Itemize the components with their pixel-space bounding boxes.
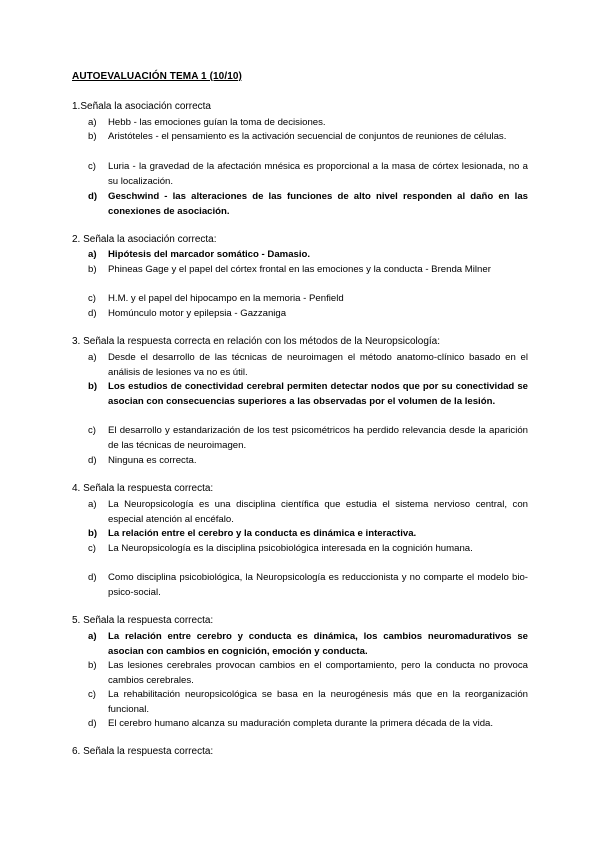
option-text: Hipótesis del marcador somático - Damasio. [108, 249, 311, 260]
option-label: c) [88, 293, 96, 304]
option-label: a) [88, 249, 97, 260]
option-text: Aristóteles - el pensamiento es la activación secuencial de conjuntos de reuniones de células. [108, 131, 507, 142]
question-3-option-b-correct [88, 380, 528, 409]
question-1-option-d-correct [88, 190, 528, 219]
option-text: La relación entre el cerebro y la conducta es dinámica e interactiva. [108, 528, 417, 539]
option-text: Las lesiones cerebrales provocan cambios en el comportamiento, pero la conducta no provoca cambios cerebrales. [108, 660, 528, 686]
question-1-option-a [88, 116, 528, 131]
question-5-option-d [88, 717, 528, 732]
question-6-title: 6. Señala la respuesta correcta: [72, 746, 214, 757]
option-label: a) [88, 352, 97, 363]
option-text: La Neuropsicología es una disciplina científica que estudia el sistema nervioso central, con especial atención al encéfalo. [108, 499, 528, 525]
question-1-title: 1.Señala la asociación correcta [72, 101, 211, 112]
option-text: Ninguna es correcta. [108, 455, 197, 466]
option-label: c) [88, 543, 96, 554]
question-4-option-d [88, 571, 528, 600]
option-label: b) [88, 381, 98, 392]
question-4-title: 4. Señala la respuesta correcta: [72, 483, 214, 494]
question-4-option-a [88, 498, 528, 527]
question-5-option-c [88, 688, 528, 717]
question-1-option-c [88, 160, 528, 189]
option-text: Geschwind - las alteraciones de las funciones de alto nivel responden al daño en las conexiones de asociación. [108, 191, 528, 217]
option-label: c) [88, 425, 96, 436]
option-label: b) [88, 528, 98, 539]
option-text: La rehabilitación neuropsicológica se basa en la neurogénesis más que en la reorganización funcional. [108, 689, 528, 715]
document-title: AUTOEVALUACIÓN TEMA 1 (10/10) [72, 71, 242, 82]
option-text: El desarrollo y estandarización de los test psicométricos ha perdido relevancia desde la aparición de las técnicas de neuroimagen. [108, 425, 528, 451]
question-5-option-a-correct [88, 630, 528, 659]
option-text: Como disciplina psicobiológica, la Neuropsicología es reduccionista y no comparte el modelo bio-psico-social. [108, 572, 528, 598]
option-label: d) [88, 191, 98, 202]
option-text: Desde el desarrollo de las técnicas de neuroimagen el método anatomo-clínico basado en el análisis de lesiones va no es útil. [108, 352, 528, 378]
question-4-option-c [88, 542, 528, 557]
option-text: Phineas Gage y el papel del córtex frontal en las emociones y la conducta - Brenda Milner [108, 264, 491, 275]
question-2-option-a-correct [88, 248, 528, 263]
question-2-option-d [88, 307, 528, 322]
option-label: d) [88, 718, 97, 729]
option-text: H.M. y el papel del hipocampo en la memoria - Penfield [108, 293, 344, 304]
option-label: a) [88, 499, 97, 510]
option-label: c) [88, 689, 96, 700]
question-3-option-a [88, 351, 528, 380]
option-label: a) [88, 117, 97, 128]
question-5-title: 5. Señala la respuesta correcta: [72, 615, 214, 626]
option-text: Los estudios de conectividad cerebral permiten detectar nodos que por su conectividad se asocian con consecuencias superiores a las observadas por el volumen de la lesión. [108, 381, 528, 407]
question-3-option-c [88, 424, 528, 453]
option-label: c) [88, 161, 96, 172]
option-label: a) [88, 631, 97, 642]
question-5-option-b [88, 659, 528, 688]
question-3-title: 3. Señala la respuesta correcta en relación con los métodos de la Neuropsicología: [72, 336, 440, 347]
question-2-title: 2. Señala la asociación correcta: [72, 234, 217, 245]
question-4-option-b-correct [88, 527, 528, 542]
question-3-option-d [88, 454, 528, 469]
question-2-option-c [88, 292, 528, 307]
option-text: Homúnculo motor y epilepsia - Gazzaniga [108, 308, 287, 319]
option-label: b) [88, 131, 97, 142]
option-label: b) [88, 660, 97, 671]
question-2-option-b [88, 263, 528, 278]
option-label: d) [88, 308, 97, 319]
option-label: b) [88, 264, 97, 275]
option-text: La Neuropsicología es la disciplina psicobiológica interesada en la cognición humana. [108, 543, 473, 554]
question-1-option-b [88, 130, 528, 145]
option-label: d) [88, 572, 97, 583]
option-text: La relación entre cerebro y conducta es dinámica, los cambios neuromadurativos se asocian con cambios en cognición, emoción y conducta. [108, 631, 528, 657]
option-label: d) [88, 455, 97, 466]
option-text: El cerebro humano alcanza su maduración completa durante la primera década de la vida. [108, 718, 494, 729]
option-text: Luria - la gravedad de la afectación mnésica es proporcional a la masa de córtex lesionada, no a su localización. [108, 161, 528, 187]
option-text: Hebb - las emociones guían la toma de decisiones. [108, 117, 326, 128]
